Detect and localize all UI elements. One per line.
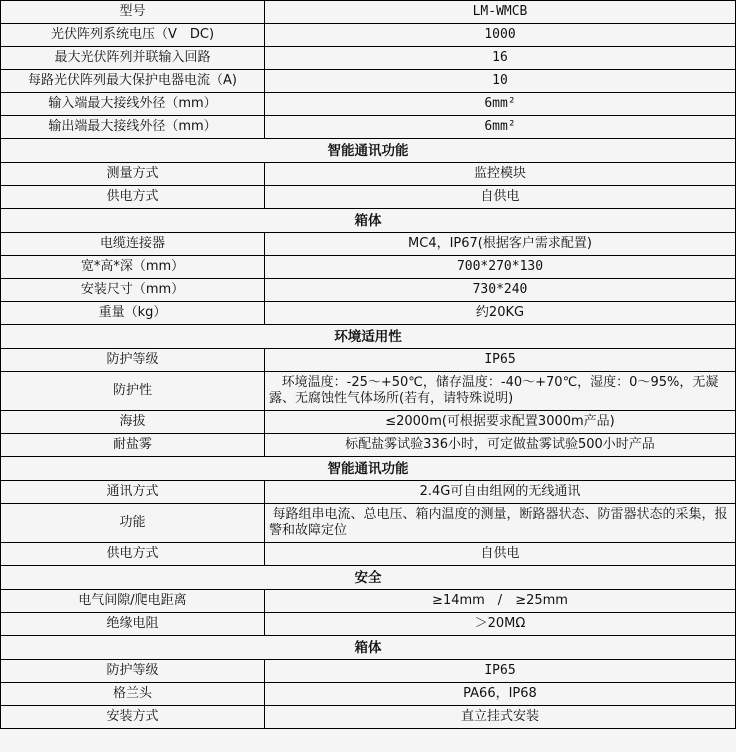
row-label: 输出端最大接线外径（mm） — [1, 116, 265, 139]
row-dimensions — [1, 256, 736, 279]
row-label: 重量（kg） — [1, 302, 265, 325]
row-label: 安装尺寸（mm） — [1, 279, 265, 302]
section-header — [1, 139, 736, 163]
row-value: ≥14mm / ≥25mm — [265, 590, 736, 613]
row-input-wire-diameter — [1, 93, 736, 116]
row-measurement-method — [1, 163, 736, 186]
row-insulation-resistance — [1, 613, 736, 636]
row-system-voltage — [1, 24, 736, 47]
row-label: 电缆连接器 — [1, 233, 265, 256]
row-label: 防护性 — [1, 372, 265, 411]
section-title: 智能通讯功能 — [1, 139, 736, 163]
row-label: 供电方式 — [1, 543, 265, 566]
row-function — [1, 504, 736, 543]
row-value: ＞20MΩ — [265, 613, 736, 636]
section-title: 环境适用性 — [1, 325, 736, 349]
row-value: 直立挂式安装 — [265, 706, 736, 729]
row-protection — [1, 372, 736, 411]
row-value: LM-WMCB — [265, 1, 736, 24]
row-value: 1000 — [265, 24, 736, 47]
row-clearance-creepage — [1, 590, 736, 613]
section-header — [1, 325, 736, 349]
row-label: 电气间隙/爬电距离 — [1, 590, 265, 613]
row-communication-method — [1, 481, 736, 504]
row-value: 监控模块 — [265, 163, 736, 186]
row-max-protection-current — [1, 70, 736, 93]
row-value: 16 — [265, 47, 736, 70]
row-cable-gland — [1, 683, 736, 706]
row-value: PA66，IP68 — [265, 683, 736, 706]
row-label: 每路光伏阵列最大保护电器电流（A) — [1, 70, 265, 93]
row-value: 6mm² — [265, 116, 736, 139]
row-value: 700*270*130 — [265, 256, 736, 279]
section-header — [1, 636, 736, 660]
row-label: 安装方式 — [1, 706, 265, 729]
row-value: 约20KG — [265, 302, 736, 325]
row-max-parallel-inputs — [1, 47, 736, 70]
section-title: 智能通讯功能 — [1, 457, 736, 481]
row-value: 自供电 — [265, 186, 736, 209]
row-label: 绝缘电阻 — [1, 613, 265, 636]
row-label: 最大光伏阵列并联输入回路 — [1, 47, 265, 70]
row-label: 光伏阵列系统电压（V DC) — [1, 24, 265, 47]
row-salt-spray — [1, 434, 736, 457]
row-value: ≤2000m(可根据要求配置3000m产品) — [265, 411, 736, 434]
row-value: 标配盐雾试验336小时，可定做盐雾试验500小时产品 — [265, 434, 736, 457]
row-label: 格兰头 — [1, 683, 265, 706]
row-value: IP65 — [265, 349, 736, 372]
row-value: MC4，IP67(根据客户需求配置) — [265, 233, 736, 256]
row-power-supply-2 — [1, 543, 736, 566]
row-ip-rating-2 — [1, 660, 736, 683]
row-value: 730*240 — [265, 279, 736, 302]
row-label: 耐盐雾 — [1, 434, 265, 457]
row-weight — [1, 302, 736, 325]
section-header — [1, 566, 736, 590]
section-title: 箱体 — [1, 209, 736, 233]
row-cable-connector — [1, 233, 736, 256]
section-header — [1, 457, 736, 481]
row-value: 6mm² — [265, 93, 736, 116]
row-label: 功能 — [1, 504, 265, 543]
row-label: 测量方式 — [1, 163, 265, 186]
row-altitude — [1, 411, 736, 434]
row-power-supply — [1, 186, 736, 209]
section-header — [1, 209, 736, 233]
row-value: 环境温度：-25～+50℃，储存温度：-40～+70℃，湿度：0～95%，无凝露、无腐蚀性气体场所(若有，请特殊说明) — [265, 372, 736, 411]
row-ip-rating — [1, 349, 736, 372]
row-label: 通讯方式 — [1, 481, 265, 504]
row-label: 海拔 — [1, 411, 265, 434]
row-label: 防护等级 — [1, 349, 265, 372]
row-label: 型号 — [1, 1, 265, 24]
row-mounting-method — [1, 706, 736, 729]
row-label: 防护等级 — [1, 660, 265, 683]
section-title: 安全 — [1, 566, 736, 590]
section-title: 箱体 — [1, 636, 736, 660]
row-label: 供电方式 — [1, 186, 265, 209]
row-value: IP65 — [265, 660, 736, 683]
row-value: 10 — [265, 70, 736, 93]
row-value: 2.4G可自由组网的无线通讯 — [265, 481, 736, 504]
row-label: 宽*高*深（mm） — [1, 256, 265, 279]
row-value: 自供电 — [265, 543, 736, 566]
row-output-wire-diameter — [1, 116, 736, 139]
row-mounting-size — [1, 279, 736, 302]
row-value: 每路组串电流、总电压、箱内温度的测量，断路器状态、防雷器状态的采集，报警和故障定位 — [265, 504, 736, 543]
row-model — [1, 1, 736, 24]
row-label: 输入端最大接线外径（mm） — [1, 93, 265, 116]
